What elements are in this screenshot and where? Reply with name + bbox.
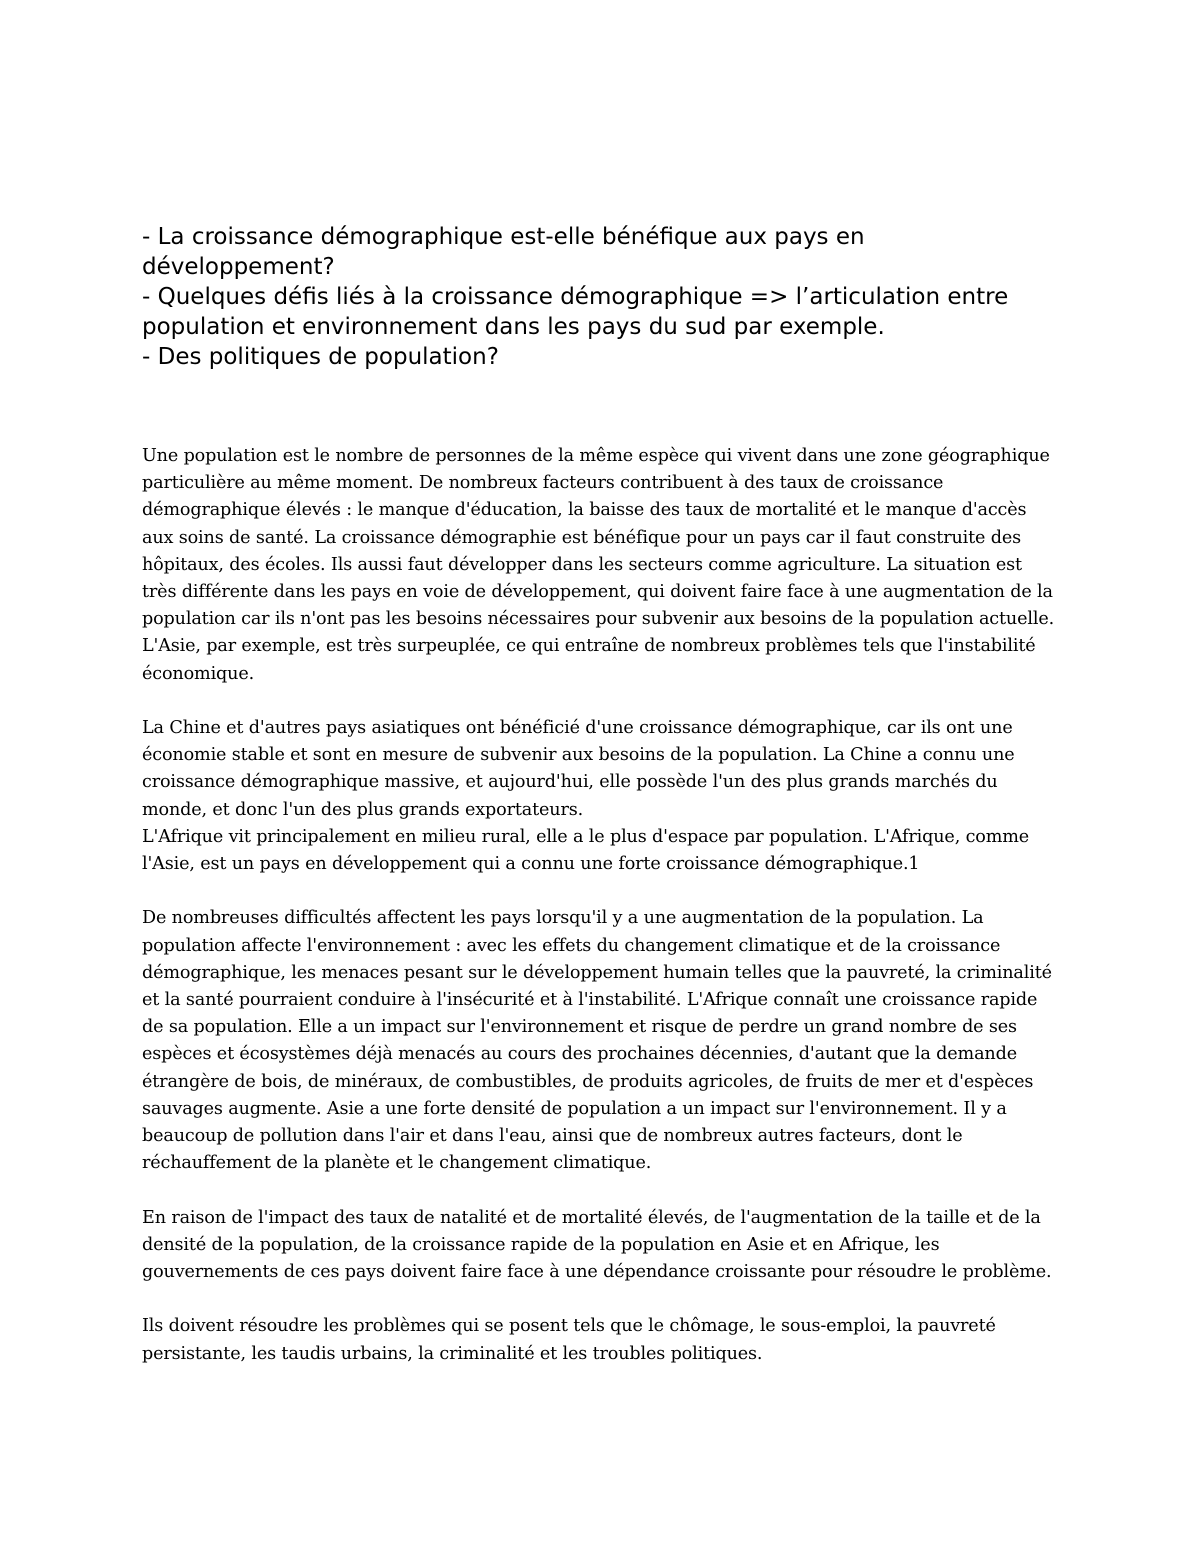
paragraph: De nombreuses difficultés affectent les pays lorsqu'il y a une augmentation de la population. La population affecte l'environnement : avec les effets du changement climatique et de la croissance démographique, les menaces pesant sur le développement humain telles que la pauvreté, la criminalité et la santé pourraient conduire à l'insécurité et à l'instabilité. L'Afrique connaît une croissance rapide de sa population. Elle a un impact sur l'environnement et risque de perdre un grand nombre de ses espèces et écosystèmes déjà menacés au cours des prochaines décennies, d'autant que la demande étrangère de bois, de minéraux, de combustibles, de produits agricoles, de fruits de mer et d'espèces sauvages augmente. Asie a une forte densité de population a un impact sur l'environnement. Il y a beaucoup de pollution dans l'air et dans l'eau, ainsi que de nombreux autres facteurs, dont le réchauffement de la planète et le changement climatique.: [142, 908, 1052, 1174]
question-list: [142, 222, 1062, 372]
paragraph: La Chine et d'autres pays asiatiques ont bénéficié d'une croissance démographique, car ils ont une économie stable et sont en mesure de subvenir aux besoins de la population. La Chine a connu une croissance démographique massive, et aujourd'hui, elle possède l'un des plus grands marchés du monde, et donc l'un des plus grands exportateurs.: [142, 718, 1015, 820]
paragraph: En raison de l'impact des taux de natalité et de mortalité élevés, de l'augmentation de la taille et de la densité de la population, de la croissance rapide de la population en Asie et en Afrique, les gouvernements de ces pays doivent faire face à une dépendance croissante pour résoudre le problème.: [142, 1207, 1052, 1283]
paragraph: Une population est le nombre de personnes de la même espèce qui vivent dans une zone géographique particulière au même moment. De nombreux facteurs contribuent à des taux de croissance démographique élevés : le manque d'éducation, la baisse des taux de mortalité et le manque d'accès aux soins de santé. La croissance démographie est bénéfique pour un pays car il faut construite des hôpitaux, des écoles. Ils aussi faut développer dans les secteurs comme agriculture. La situation est très différente dans les pays en voie de développement, qui doivent faire face à une augmentation de la population car ils n'ont pas les besoins nécessaires pour subvenir aux besoins de la population actuelle. L'Asie, par exemple, est très surpeuplée, ce qui entraîne de nombreux problèmes tels que l'instabilité économique.: [142, 446, 1055, 684]
body-text: [142, 443, 1060, 1395]
question-item: - La croissance démographique est-elle bénéfique aux pays en développement?: [142, 224, 865, 280]
paragraph: L'Afrique vit principalement en milieu rural, elle a le plus d'espace par population. L'Afrique, comme l'Asie, est un pays en développement qui a connu une forte croissance démographique.1: [142, 826, 1030, 875]
question-item: - Quelques défis liés à la croissance démographique => l’articulation entre population et environnement dans les pays du sud par exemple.: [142, 284, 1009, 340]
paragraph: Ils doivent résoudre les problèmes qui se posent tels que le chômage, le sous-emploi, la pauvreté persistante, les taudis urbains, la criminalité et les troubles politiques.: [142, 1316, 996, 1364]
question-item: - Des politiques de population?: [142, 344, 499, 370]
